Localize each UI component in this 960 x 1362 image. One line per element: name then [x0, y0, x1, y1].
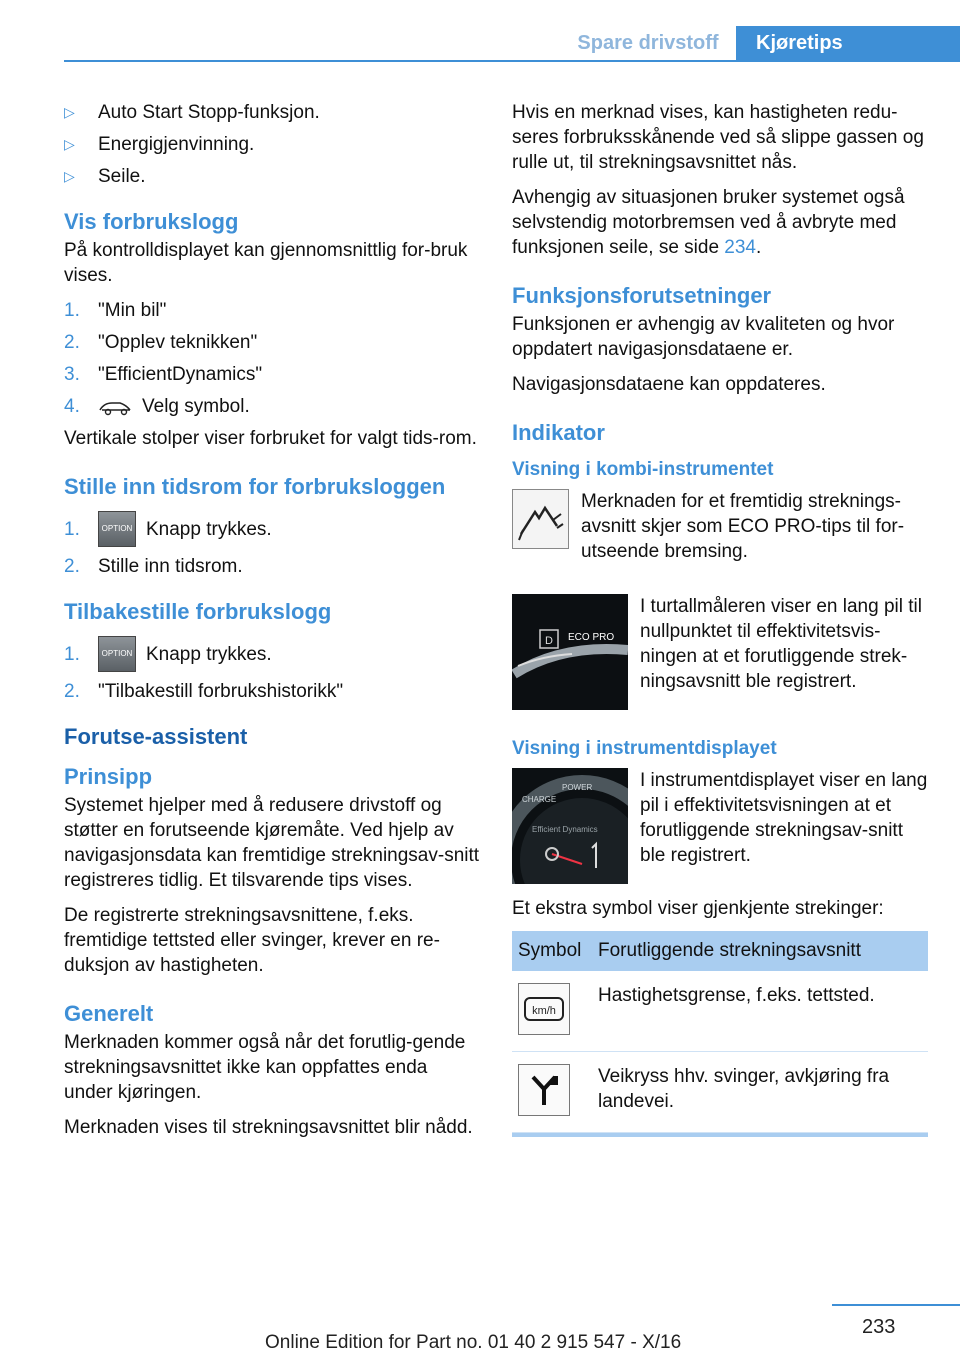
heading-kombi: Visning i kombi-instrumentet — [512, 459, 774, 480]
step-item: 1. OPTION Knapp trykkes. — [64, 636, 480, 672]
paragraph: Merknaden kommer også når det forutlig-gende strekningsavsnittet ikke kan oppfattes enda under kjøringen. — [64, 1032, 466, 1103]
paragraph: Hvis en merknad vises, kan hastigheten redu-seres forbruksskånende ved så slippe gassen og rulle ut, til strekningsavsnittet nås. — [512, 102, 924, 173]
left-column — [64, 100, 480, 1150]
heading-indikator: Indikator — [512, 420, 605, 445]
instrument-display-image — [512, 768, 628, 884]
step-item: 4. Velg symbol. — [64, 396, 250, 417]
gauge-row — [512, 594, 932, 710]
heading-tilbakestille: Tilbakestille forbrukslogg — [64, 599, 332, 624]
option-button-icon: OPTION — [98, 636, 136, 672]
step-item: 2. "Opplev teknikken" — [64, 332, 258, 353]
paragraph: Vertikale stolper viser forbruket for valgt tids-rom. — [64, 428, 477, 449]
paragraph: På kontrolldisplayet kan gjennomsnittlig for-bruk vises. — [64, 240, 468, 286]
instr-row — [512, 768, 932, 884]
footer-rule — [832, 1304, 960, 1306]
car-symbol-icon — [98, 398, 134, 416]
heading-instrumentdisplay: Visning i instrumentdisplayet — [512, 738, 777, 759]
heading-prinsipp: Prinsipp — [64, 764, 153, 789]
paragraph: Et ekstra symbol viser gjenkjente strekinger: — [512, 898, 884, 919]
page-link[interactable]: 234 — [724, 237, 756, 258]
header-rule — [64, 60, 960, 62]
paragraph: Systemet hjelper med å redusere drivstoff og støtter en forutseende kjøremåte. Ved hjelp av navigasjonsdata kan fremtidige strekningsav-snitt registreres tidlig. Et tilsvarende tips vises. — [64, 795, 480, 891]
table-header: Forutliggende strekningsavsnitt — [592, 931, 928, 971]
heading-generelt: Generelt — [64, 1001, 154, 1026]
page-number: 233 — [862, 1316, 896, 1338]
svg-text:CHARGE: CHARGE — [522, 795, 557, 804]
speed-limit-icon — [518, 983, 570, 1035]
bullet-item: ▷ Seile. — [64, 166, 146, 187]
table-row: Veikryss hhv. svinger, avkjøring fra landevei. — [512, 1052, 928, 1133]
paragraph: Navigasjonsdataene kan oppdateres. — [512, 374, 826, 395]
paragraph: Avhengig av situasjonen bruker systemet også selvstendig motorbremsen ved å avbryte med funksjonen seile, se side 234. — [512, 187, 905, 258]
table-header: Symbol — [512, 931, 592, 971]
triangle-icon: ▷ — [64, 136, 75, 152]
junction-icon — [518, 1064, 570, 1116]
paragraph: I instrumentdisplayet viser en lang pil i effektivitetsvisningen at et forutliggende strekningsav-snitt ble registrert. — [640, 770, 928, 866]
heading-vis-forbrukslogg: Vis forbrukslogg — [64, 209, 239, 234]
step-item: 2. "Tilbakestill forbrukshistorikk" — [64, 681, 344, 702]
triangle-icon: ▷ — [64, 168, 75, 184]
step-item: 3. "EfficientDynamics" — [64, 364, 263, 385]
svg-text:POWER: POWER — [562, 783, 593, 792]
right-column — [512, 100, 932, 1137]
svg-text:Efficient Dynamics: Efficient Dynamics — [532, 825, 598, 834]
edition-note: Online Edition for Part no. 01 40 2 915 547 - X/16 — [265, 1332, 682, 1353]
heading-stille-inn: Stille inn tidsrom for forbruksloggen — [64, 474, 446, 499]
table-end-rule — [512, 1133, 928, 1137]
bullet-item: ▷ Energigjenvinning. — [64, 134, 255, 155]
header-section: Spare drivstoff — [577, 32, 719, 54]
step-item: 2. Stille inn tidsrom. — [64, 556, 243, 577]
triangle-icon: ▷ — [64, 104, 75, 120]
step-item: 1. "Min bil" — [64, 300, 167, 321]
svg-text:km/h: km/h — [532, 1005, 556, 1017]
tachometer-image — [512, 594, 628, 710]
heading-funksjonsforutsetninger: Funksjonsforutsetninger — [512, 283, 772, 308]
bullet-item: ▷ Auto Start Stopp-funksjon. — [64, 102, 320, 123]
gauge-gear-label: D — [545, 635, 553, 647]
option-button-icon: OPTION — [98, 511, 136, 547]
paragraph: De registrerte strekningsavsnittene, f.eks. fremtidige tettsted eller svinger, krever en re-duksjon av hastigheten. — [64, 905, 440, 976]
kombi-row — [512, 489, 932, 564]
paragraph: Funksjonen er avhengig av kvaliteten og hvor oppdatert navigasjonsdataene er. — [512, 314, 895, 360]
paragraph: I turtallmåleren viser en lang pil til nullpunktet til effektivitetsvis-ningen at et forutliggende strek-ningsavsnitt ble registrert. — [640, 596, 922, 692]
eco-pro-tip-icon — [512, 489, 569, 549]
table-row: km/h Hastighetsgrense, f.eks. tettsted. — [512, 971, 928, 1052]
gauge-eco-label: ECO PRO — [568, 632, 615, 643]
symbol-table — [512, 931, 928, 1133]
paragraph: Merknaden vises til strekningsavsnittet blir nådd. — [64, 1117, 473, 1138]
paragraph: Merknaden for et fremtidig streknings-avsnitt skjer som ECO PRO-tips til for-utseende bremsing. — [581, 491, 905, 562]
header-chapter: Kjøretips — [736, 26, 960, 62]
step-item: 1. OPTION Knapp trykkes. — [64, 511, 480, 547]
heading-forutse-assistent: Forutse-assistent — [64, 724, 248, 749]
